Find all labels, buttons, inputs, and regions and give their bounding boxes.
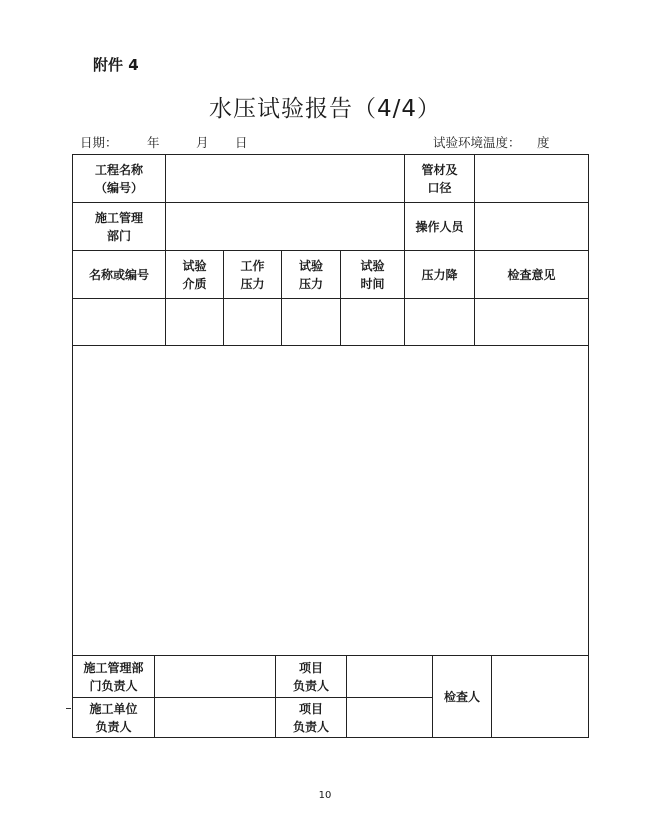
cell-test-time[interactable] xyxy=(341,299,405,346)
report-table xyxy=(72,154,589,656)
date-label: 日期： xyxy=(80,135,118,150)
project-head-signature-field-a[interactable] xyxy=(347,656,433,698)
cell-inspection-opinion[interactable] xyxy=(475,299,589,346)
column-header-row xyxy=(73,251,589,299)
signature-table xyxy=(72,655,589,738)
cell-work-pressure[interactable] xyxy=(224,299,282,346)
year-label: 年 xyxy=(147,135,160,150)
operator-field[interactable] xyxy=(475,203,589,251)
page-title: 水压试验报告（4/4） xyxy=(208,96,441,122)
cell-test-medium[interactable] xyxy=(166,299,224,346)
temperature-label: 试验环境温度： xyxy=(433,135,521,150)
cell-test-pressure[interactable] xyxy=(282,299,341,346)
temperature-unit: 度 xyxy=(537,135,550,150)
notes-area-row xyxy=(73,346,589,656)
col-work-pressure: 工作 压力 xyxy=(224,251,282,299)
pipe-caliber-label: 管材及 口径 xyxy=(405,155,475,203)
notes-area[interactable] xyxy=(73,346,589,656)
department-row xyxy=(73,203,589,251)
inspector-label: 检查人 xyxy=(433,656,492,738)
margin-tick xyxy=(66,708,71,709)
unit-head-signature-field[interactable] xyxy=(155,698,276,738)
cell-pressure-drop[interactable] xyxy=(405,299,475,346)
project-name-label: 工程名称 （编号） xyxy=(73,155,166,203)
col-pressure-drop: 压力降 xyxy=(405,251,475,299)
dept-head-label: 施工管理部 门负责人 xyxy=(73,656,155,698)
project-head-signature-field-b[interactable] xyxy=(347,698,433,738)
table-row xyxy=(73,299,589,346)
col-test-pressure: 试验 压力 xyxy=(282,251,341,299)
project-name-field[interactable] xyxy=(166,155,405,203)
signature-row-1 xyxy=(73,656,589,698)
inspector-signature-field[interactable] xyxy=(492,656,589,738)
dept-head-signature-field[interactable] xyxy=(155,656,276,698)
construction-dept-field[interactable] xyxy=(166,203,405,251)
col-test-medium: 试验 介质 xyxy=(166,251,224,299)
col-name-or-code: 名称或编号 xyxy=(73,251,166,299)
month-label: 月 xyxy=(196,135,209,150)
col-inspection-opinion: 检查意见 xyxy=(475,251,589,299)
project-head-label-b: 项目 负责人 xyxy=(276,698,347,738)
cell-name-or-code[interactable] xyxy=(73,299,166,346)
day-label: 日 xyxy=(235,135,248,150)
page-number: 10 xyxy=(318,790,332,801)
unit-head-label: 施工单位 负责人 xyxy=(73,698,155,738)
construction-dept-label: 施工管理 部门 xyxy=(73,203,166,251)
attachment-label: 附件 4 xyxy=(93,56,139,74)
project-head-label-a: 项目 负责人 xyxy=(276,656,347,698)
operator-label: 操作人员 xyxy=(405,203,475,251)
col-test-time: 试验 时间 xyxy=(341,251,405,299)
project-row xyxy=(73,155,589,203)
pipe-caliber-field[interactable] xyxy=(475,155,589,203)
